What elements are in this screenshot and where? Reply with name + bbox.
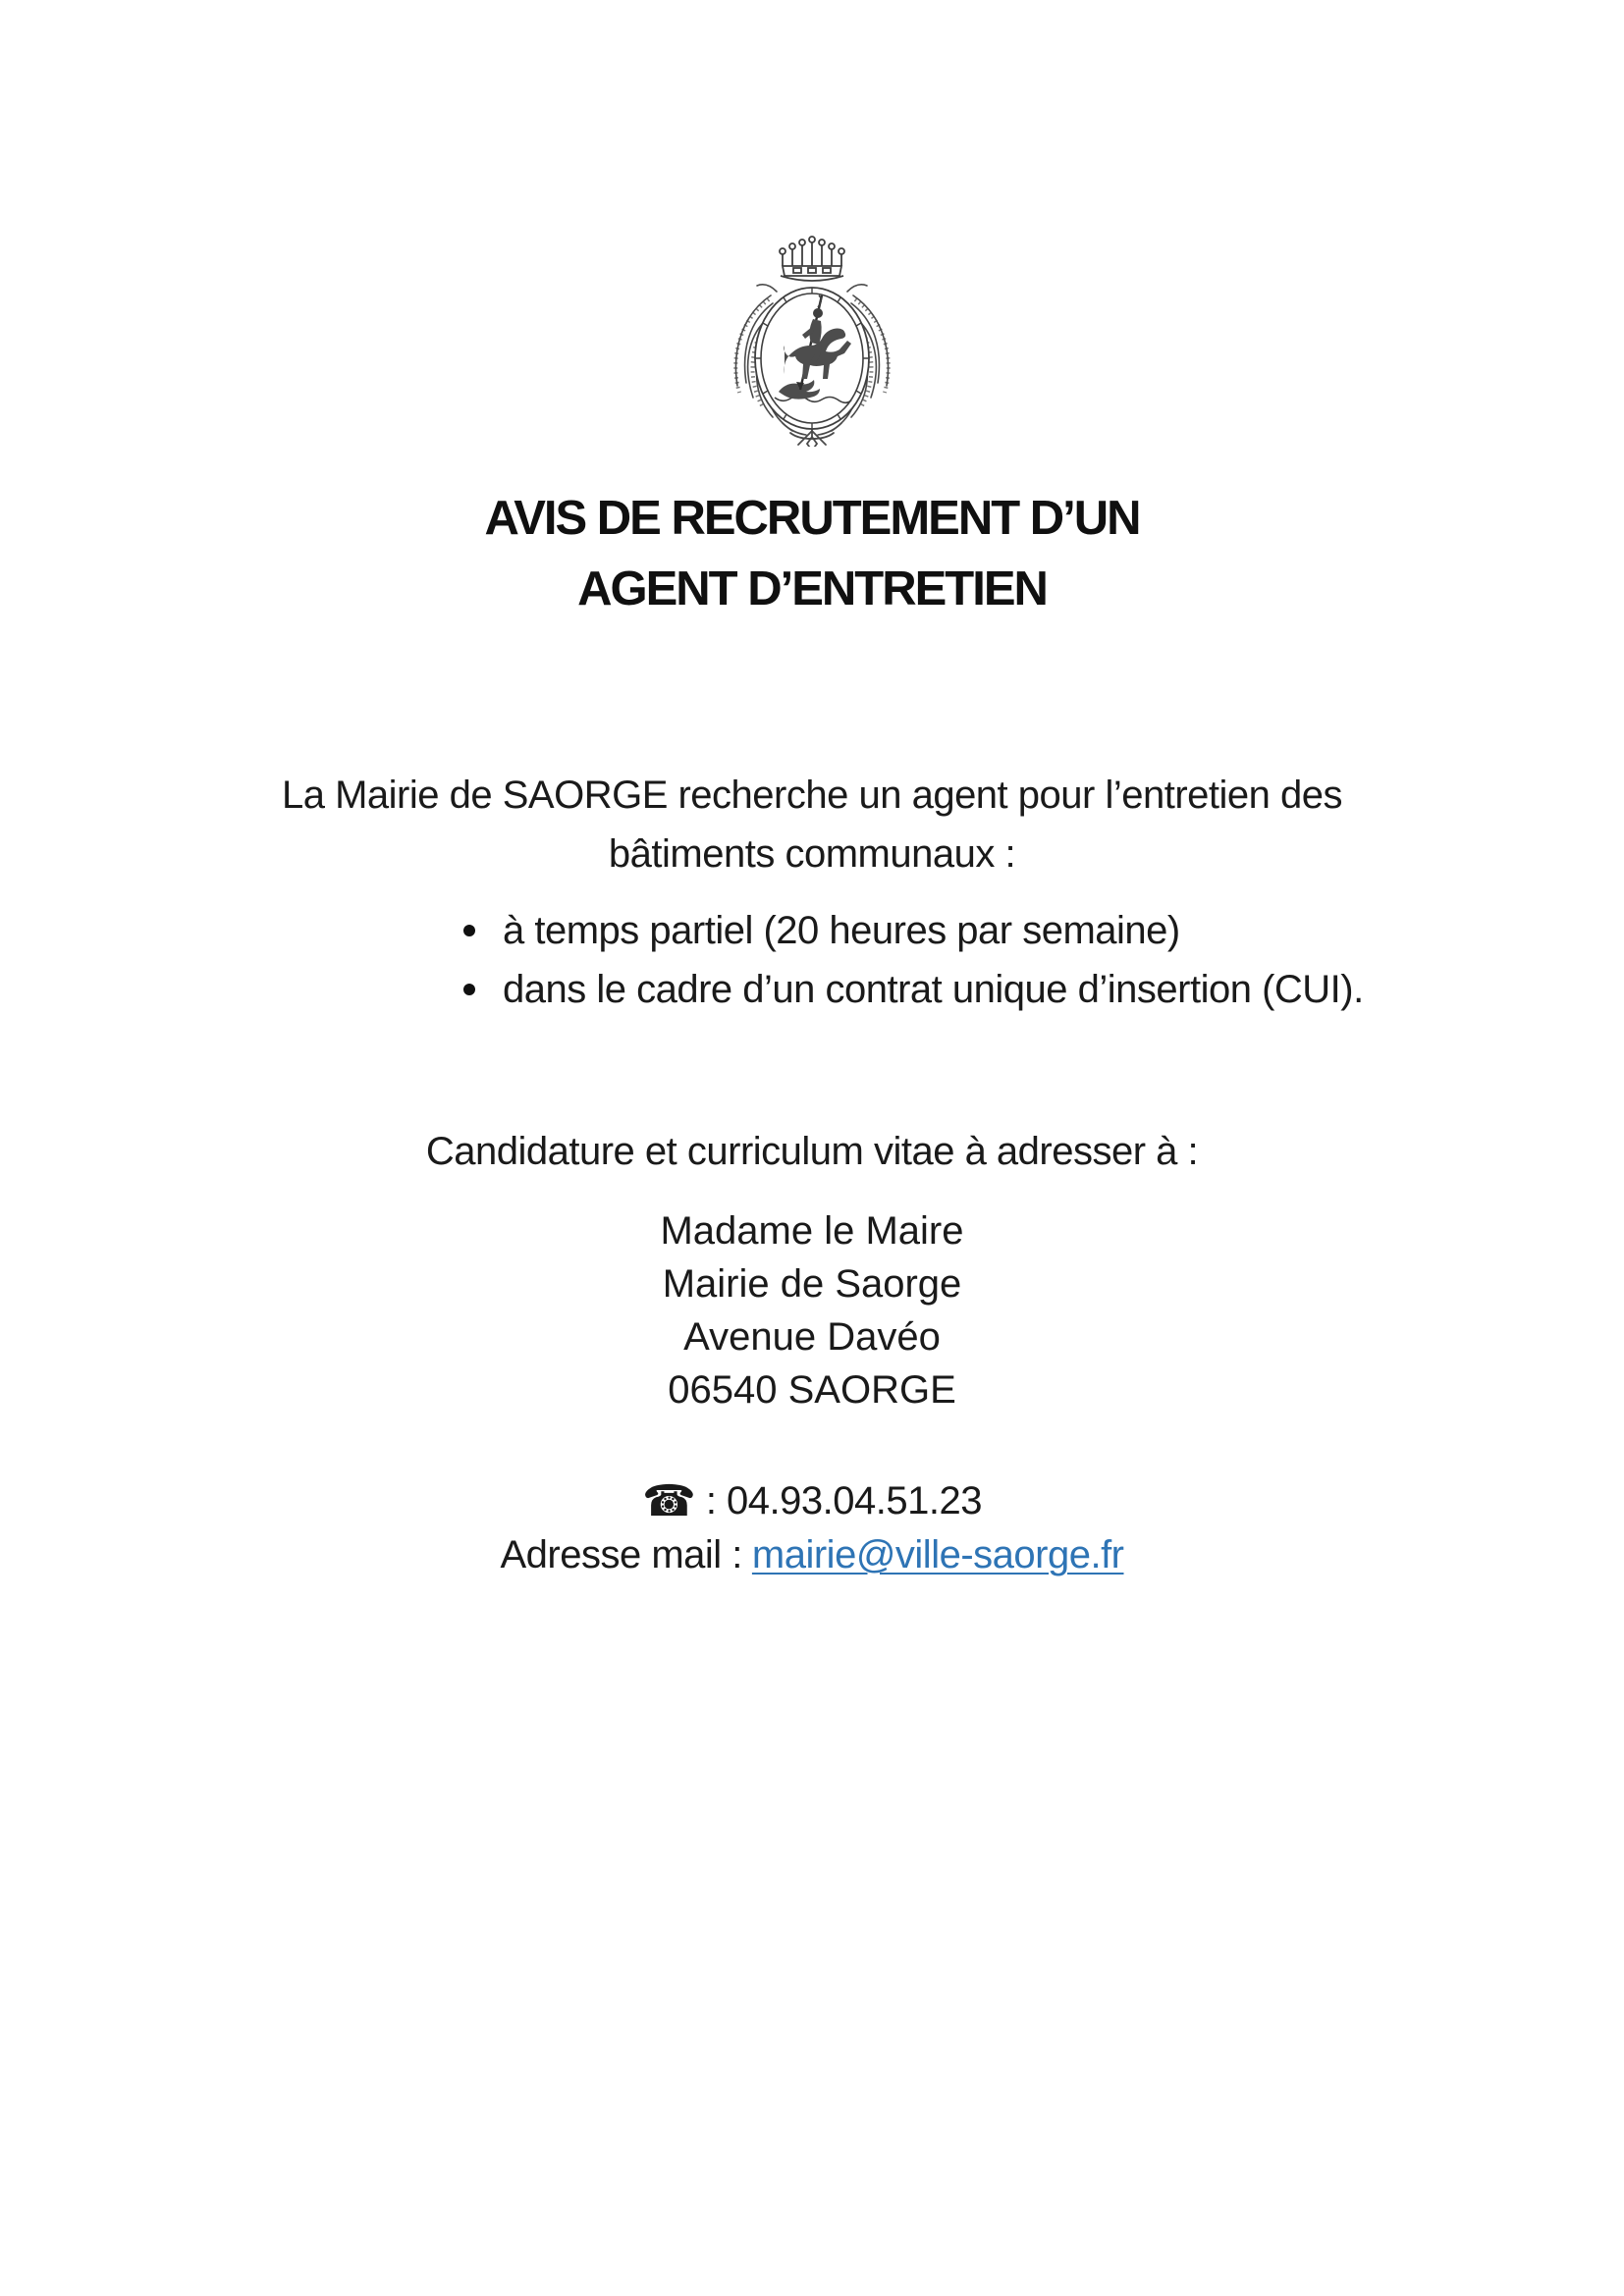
bullet-item xyxy=(463,966,1364,1013)
bullet-icon xyxy=(463,925,475,936)
saorge-coat-of-arms xyxy=(714,231,910,447)
address-block xyxy=(0,1204,1624,1416)
bullet-item xyxy=(463,907,1364,954)
address-line: 06540 SAORGE xyxy=(668,1368,956,1412)
email-link[interactable]: mairie@ville-saorge.fr xyxy=(751,1533,1124,1576)
phone-number: : 04.93.04.51.23 xyxy=(705,1479,982,1522)
email-label: Adresse mail : xyxy=(500,1533,742,1576)
address-line: Avenue Davéo xyxy=(683,1315,941,1359)
bullet-text: à temps partiel (20 heures par semaine) xyxy=(503,909,1180,952)
email-line xyxy=(0,1530,1624,1579)
address-line: Mairie de Saorge xyxy=(662,1262,962,1306)
bullet-list xyxy=(463,907,1364,1025)
intro-paragraph xyxy=(0,766,1624,883)
bullet-text: dans le cadre d’un contrat unique d’insertion (CUI). xyxy=(503,968,1364,1011)
notice-title xyxy=(0,483,1624,624)
intro-line-1: La Mairie de SAORGE recherche un agent pour l’entretien des xyxy=(281,774,1342,817)
notice-title-line-1: AVIS DE RECRUTEMENT D’UN xyxy=(484,492,1140,545)
application-heading: Candidature et curriculum vitae à adresser à : xyxy=(425,1130,1199,1173)
telephone-icon: ☎ xyxy=(642,1476,696,1526)
bullet-icon xyxy=(463,984,475,995)
coat-of-arms-graphic xyxy=(714,231,910,447)
address-line: Madame le Maire xyxy=(660,1209,964,1253)
notice-title-line-2: AGENT D’ENTRETIEN xyxy=(577,562,1047,615)
phone-line xyxy=(0,1476,1624,1526)
intro-line-2: bâtiments communaux : xyxy=(608,832,1016,876)
